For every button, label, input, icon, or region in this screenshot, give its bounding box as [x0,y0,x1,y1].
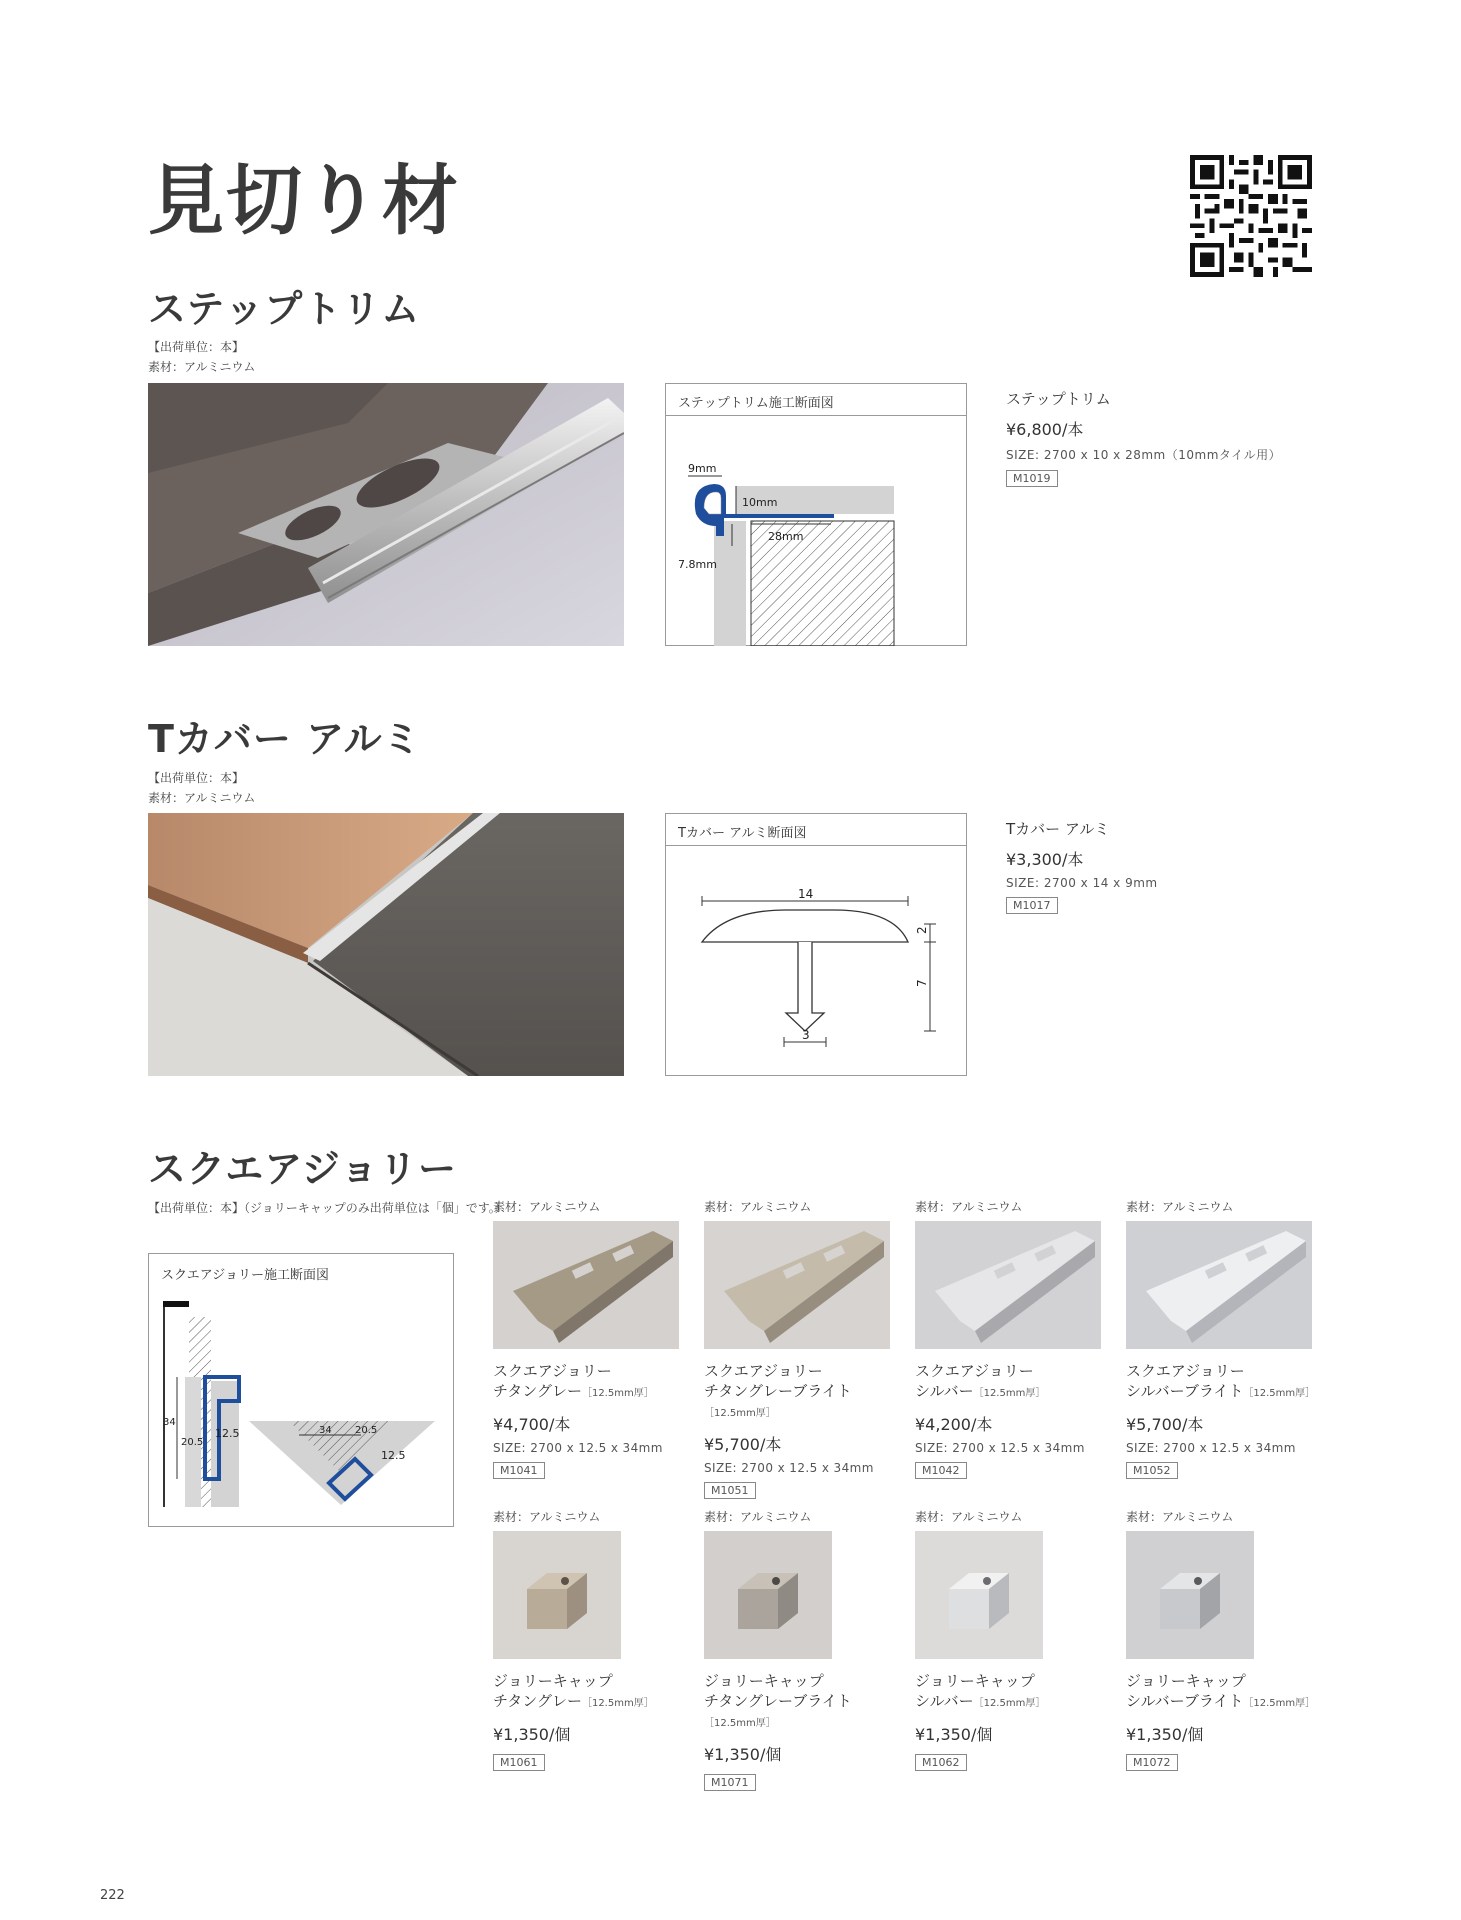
cap-image [1126,1531,1254,1659]
product-color: チタングレーブライト［12.5mm厚］ [704,1382,852,1419]
product-price: ¥5,700/本 [1126,1415,1204,1434]
product-code: M1041 [493,1462,545,1479]
product-color: シルバー［12.5mm厚］ [915,1692,1046,1710]
dim-h1: 2 [915,926,929,934]
product-price: ¥1,350/個 [704,1745,782,1764]
diagram-title: スクエアジョリー施工断面図 [161,1268,329,1283]
product-price: ¥4,700/本 [493,1415,571,1434]
product-image [915,1221,1101,1349]
cap-card[interactable] [1126,1508,1326,1771]
product-price: ¥6,800/本 [1006,420,1084,439]
dim-f: 12.5 [381,1449,406,1462]
dim-h2: 7 [915,979,929,987]
section-title-square-jolly: スクエアジョリー [148,1147,457,1191]
shipping-unit [148,337,255,377]
product-code: M1062 [915,1754,967,1771]
product-code: M1061 [493,1754,545,1771]
product-name: スクエアジョリー [493,1362,612,1380]
diagram-title: Tカバー アルミ断面図 [666,814,966,846]
material-text: 素材：アルミニウム [148,791,256,805]
product-code: M1017 [1006,897,1058,914]
shipping-unit-text: 【出荷単位：本】（ジョリーキャップのみ出荷単位は「個」です。） [148,1201,507,1215]
product-price: ¥3,300/本 [1006,850,1084,869]
cap-card[interactable] [493,1508,683,1771]
square-jolly-section-diagram [148,1253,454,1527]
product-image [704,1221,890,1349]
diagram-title: ステップトリム施工断面図 [666,384,966,416]
product-name: スクエアジョリー [704,1362,823,1380]
product-code: M1052 [1126,1462,1178,1479]
material-text: 素材：アルミニウム [493,1200,601,1214]
product-price: ¥1,350/個 [493,1725,571,1744]
product-name: ジョリーキャップ [493,1672,613,1690]
product-color: チタングレー［12.5mm厚］ [493,1692,654,1710]
product-card[interactable] [915,1198,1105,1479]
product-color: シルバー［12.5mm厚］ [915,1382,1046,1400]
product-size: SIZE: 2700 x 12.5 x 34mm [704,1461,874,1475]
product-card[interactable] [704,1198,894,1499]
product-size: SIZE: 2700 x 12.5 x 34mm [1126,1441,1296,1455]
product-price: ¥1,350/個 [1126,1725,1204,1744]
shipping-unit-text: 【出荷単位：本】 [148,771,245,785]
dim-d: 34 [319,1425,332,1436]
product-size: SIZE: 2700 x 12.5 x 34mm [493,1441,663,1455]
product-code: M1071 [704,1774,756,1791]
step-trim-cross-section [666,416,966,646]
product-name: スクエアジョリー [1126,1362,1245,1380]
product-name: ステップトリム [1006,390,1111,408]
material-text: 素材：アルミニウム [704,1510,812,1524]
dim-28mm: 28mm [768,530,804,543]
square-jolly-cross-section [149,1293,453,1529]
step-trim-photo [148,383,624,646]
cap-card[interactable] [915,1508,1105,1771]
section-title-t-cover: Tカバー アルミ [148,717,422,761]
shipping-unit-text: 【出荷単位：本】 [148,340,245,354]
step-trim-section-diagram [665,383,967,646]
dim-e: 20.5 [355,1425,378,1436]
dim-c: 12.5 [215,1427,240,1440]
dim-9mm: 9mm [688,462,717,475]
dim-width: 14 [798,887,814,901]
page-number: 222 [100,1888,125,1903]
product-name: ジョリーキャップ [1126,1672,1246,1690]
product-name: Tカバー アルミ [1006,820,1110,838]
dim-a: 34 [163,1417,176,1428]
product-name: ジョリーキャップ [704,1672,824,1690]
dim-b: 20.5 [181,1437,204,1448]
product-code: M1042 [915,1462,967,1479]
cap-card[interactable] [704,1508,894,1791]
t-cover-info [1006,818,1326,914]
product-code: M1019 [1006,470,1058,487]
step-trim-info [1006,388,1326,487]
dim-7-8mm: 7.8mm [678,558,717,571]
material-text: 素材：アルミニウム [493,1510,601,1524]
product-image [1126,1221,1312,1349]
product-card[interactable] [493,1198,683,1479]
material-text: 素材：アルミニウム [1126,1510,1234,1524]
product-size: SIZE: 2700 x 12.5 x 34mm [915,1441,1085,1455]
shipping-unit [148,768,255,808]
material-text: 素材：アルミニウム [1126,1200,1234,1214]
product-color: チタングレー［12.5mm厚］ [493,1382,654,1400]
dim-base: 3 [802,1028,810,1042]
product-color: シルバーブライト［12.5mm厚］ [1126,1382,1316,1400]
dim-10mm: 10mm [742,496,778,509]
material-text: 素材：アルミニウム [148,360,256,374]
product-color: シルバーブライト［12.5mm厚］ [1126,1692,1316,1710]
product-image [493,1221,679,1349]
page-title: 見切り材 [148,156,460,245]
product-code: M1072 [1126,1754,1178,1771]
product-size: SIZE: 2700 x 14 x 9mm [1006,876,1158,890]
product-code: M1051 [704,1482,756,1499]
t-cover-section-diagram [665,813,967,1076]
product-price: ¥1,350/個 [915,1725,993,1744]
product-price: ¥5,700/本 [704,1435,782,1454]
section-title-step-trim: ステップトリム [148,287,421,331]
product-size: SIZE: 2700 x 10 x 28mm（10mmタイル用） [1006,448,1282,462]
product-price: ¥4,200/本 [915,1415,993,1434]
material-text: 素材：アルミニウム [704,1200,812,1214]
cap-image [915,1531,1043,1659]
material-text: 素材：アルミニウム [915,1200,1023,1214]
cap-image [493,1531,621,1659]
product-card[interactable] [1126,1198,1326,1479]
qr-code[interactable] [1190,155,1312,277]
cap-image [704,1531,832,1659]
product-name: ジョリーキャップ [915,1672,1035,1690]
product-name: スクエアジョリー [915,1362,1034,1380]
material-text: 素材：アルミニウム [915,1510,1023,1524]
t-cover-cross-section [666,846,966,1076]
product-color: チタングレーブライト［12.5mm厚］ [704,1692,852,1729]
t-cover-photo [148,813,624,1076]
